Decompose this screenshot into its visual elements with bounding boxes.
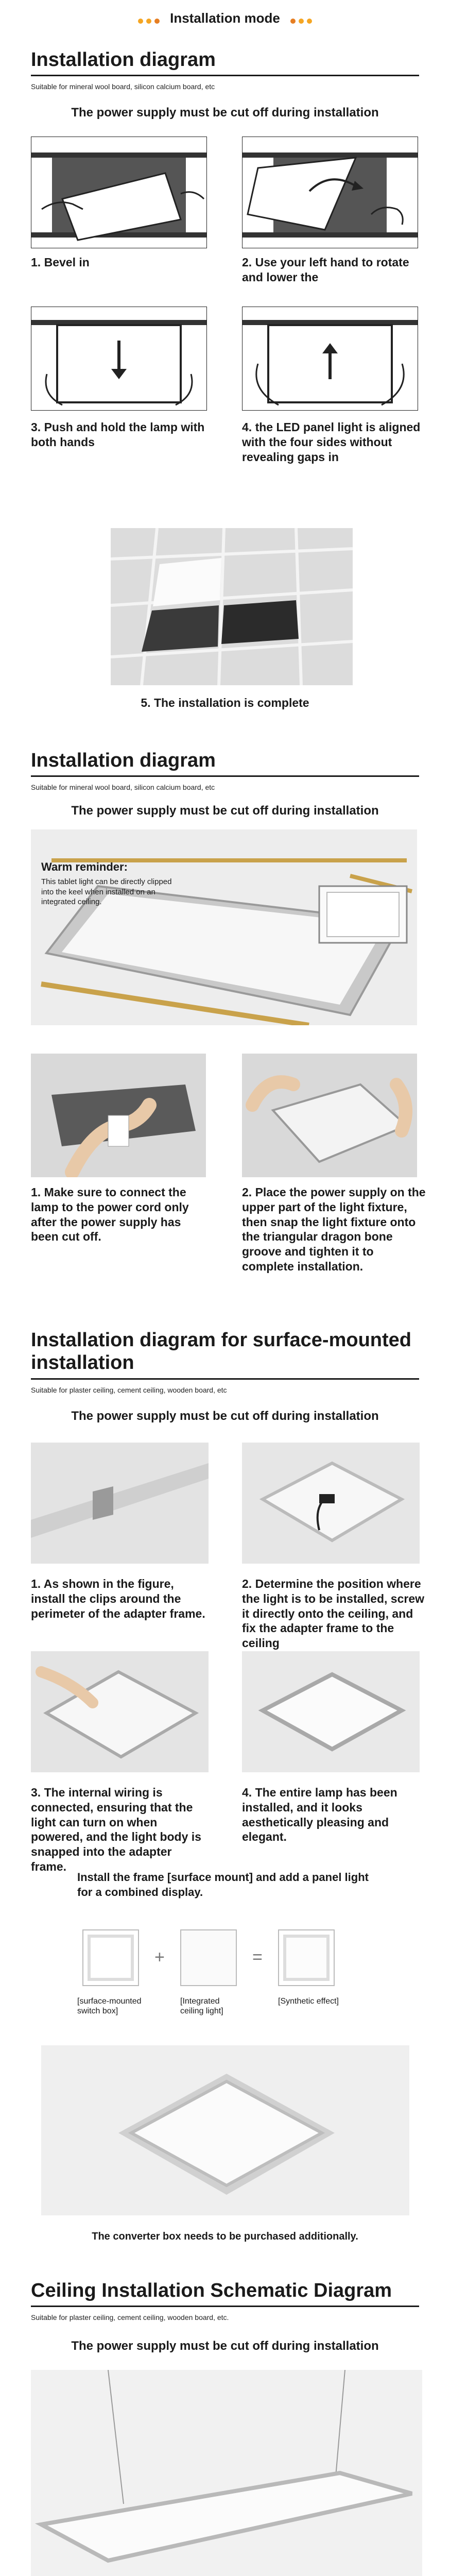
wiring-illustration <box>31 1651 209 1772</box>
combo-label-switch-box: [surface-mounted switch box] <box>77 1997 142 2016</box>
dots-left <box>136 11 161 27</box>
step2-illustration <box>243 137 418 248</box>
converter-note: The converter box needs to be purchased additionally. <box>92 2231 358 2242</box>
sec3-step1-text: As shown in the figure, install the clips around the perimeter of the adapter frame. <box>31 1577 205 1620</box>
sec3-step4-num: 4. <box>242 1786 252 1799</box>
step5-caption: 5. The installation is complete <box>141 696 309 709</box>
combo-ceiling-light-image <box>180 1929 237 1986</box>
section3-subtitle: Suitable for plaster ceiling, cement ceiling, wooden board, etc <box>31 1386 227 1394</box>
keel-panel-illustration <box>31 829 417 1025</box>
step2-caption <box>242 255 427 285</box>
pendant-photo <box>31 2370 422 2576</box>
step1-text: Bevel in <box>44 256 90 269</box>
power-cord-illustration <box>31 1054 206 1177</box>
step3-num: 3. <box>31 420 41 434</box>
step1-image <box>31 137 207 248</box>
section1-subtitle: Suitable for mineral wool board, silicon calcium board, etc <box>31 82 215 91</box>
combo-switch-box-image <box>82 1929 139 1986</box>
dot <box>146 19 151 24</box>
combo-intro: Install the frame [surface mount] and add a panel light for a combined display. <box>77 1871 369 1899</box>
ceiling-grid-photo <box>111 528 353 685</box>
step4-caption <box>242 420 427 464</box>
section3-divider <box>31 1378 419 1380</box>
section2-title: Installation diagram <box>31 750 216 771</box>
sec3-step2-caption <box>242 1577 427 1651</box>
combo-plus: + <box>154 1947 165 1967</box>
step3-text: Push and hold the lamp with both hands <box>31 420 205 449</box>
section4-title: Ceiling Installation Schematic Diagram <box>31 2280 392 2301</box>
clip-frame-illustration <box>31 1443 209 1564</box>
sec2-step1-caption <box>31 1185 206 1244</box>
sec2-step1-text: Make sure to connect the lamp to the power cord only after the power supply has been cut off. <box>31 1185 189 1244</box>
adapter-frame-illustration <box>242 1443 420 1564</box>
sec2-step1-photo <box>31 1054 206 1177</box>
pendant-light-illustration <box>31 2370 422 2576</box>
section2-subtitle: Suitable for mineral wool board, silicon calcium board, etc <box>31 783 215 791</box>
warm-reminder <box>41 860 175 907</box>
section2-power-warning: The power supply must be cut off during installation <box>71 804 379 818</box>
sec3-step4-caption <box>242 1785 427 1844</box>
sec2-step2-caption <box>242 1185 427 1274</box>
sec3-step2-text: Determine the position where the light is to be installed, screw it directly onto the ceiling, and fix the adapter frame to the ceiling <box>242 1577 425 1650</box>
step1-caption <box>31 255 206 270</box>
sec2-step2-photo <box>242 1054 417 1177</box>
dot <box>299 19 304 24</box>
combo-label-synthetic: [Synthetic effect] <box>278 1997 339 2006</box>
keel-install-photo <box>31 829 417 1025</box>
step3-caption <box>31 420 206 450</box>
step4-num: 4. <box>242 420 252 434</box>
step3-image <box>31 307 207 411</box>
mode-header <box>0 10 450 27</box>
sec3-step1-photo <box>31 1443 209 1564</box>
warm-reminder-text: This tablet light can be directly clipped into the keel when installed on an integrated ceiling. <box>41 877 172 906</box>
section3-title: Installation diagram for surface-mounted installation <box>31 1329 411 1374</box>
sec2-step2-num: 2. <box>242 1185 252 1199</box>
sec3-step2-photo <box>242 1443 420 1564</box>
step2-num: 2. <box>242 256 252 269</box>
section1-title: Installation diagram <box>31 49 216 71</box>
step2-image <box>242 137 418 248</box>
combo-label-ceiling-light: [Integrated ceiling light] <box>180 1997 223 2016</box>
finished-lamp-illustration <box>242 1651 420 1772</box>
section1-divider <box>31 75 419 76</box>
dots-right <box>289 11 314 27</box>
sec3-step1-num: 1. <box>31 1577 41 1590</box>
dot <box>290 19 296 24</box>
dot <box>307 19 312 24</box>
step4-illustration <box>243 307 418 410</box>
surface-mount-illustration <box>41 2045 409 2215</box>
section4-subtitle: Suitable for plaster ceiling, cement ceiling, wooden board, etc. <box>31 2313 229 2321</box>
sec3-step3-photo <box>31 1651 209 1772</box>
sec3-step3-caption <box>31 1785 209 1874</box>
step4-image <box>242 307 418 411</box>
step5-photo <box>111 528 353 685</box>
warm-reminder-title: Warm reminder: <box>41 860 128 873</box>
section4-divider <box>31 2306 419 2307</box>
section4-power-warning: The power supply must be cut off during installation <box>71 2339 379 2353</box>
step4-text: the LED panel light is aligned with the four sides without revealing gaps in <box>242 420 421 464</box>
combo-synthetic-image <box>278 1929 335 1986</box>
step3-illustration <box>31 307 206 410</box>
sec3-step3-num: 3. <box>31 1786 41 1799</box>
step2-text: Use your left hand to rotate and lower the <box>242 256 409 284</box>
sec2-step2-text: Place the power supply on the upper part of the light fixture, then snap the light fixture onto the triangular dragon bone groove and tighten it to complete installation. <box>242 1185 426 1273</box>
dot <box>138 19 143 24</box>
section1-power-warning: The power supply must be cut off during installation <box>71 106 379 120</box>
step1-num: 1. <box>31 256 41 269</box>
section3-power-warning: The power supply must be cut off during installation <box>71 1409 379 1423</box>
step1-illustration <box>31 137 206 248</box>
sec2-step1-num: 1. <box>31 1185 41 1199</box>
snap-panel-illustration <box>242 1054 417 1177</box>
sec3-step4-photo <box>242 1651 420 1772</box>
sec3-step4-text: The entire lamp has been installed, and it looks aesthetically pleasing and elegant. <box>242 1786 397 1844</box>
section2-divider <box>31 775 419 777</box>
sec3-step1-caption <box>31 1577 209 1621</box>
dot <box>154 19 160 24</box>
sec3-step3-text: The internal wiring is connected, ensuring that the light can turn on when powered, and the light body is snapped into the adapter frame. <box>31 1786 201 1873</box>
sec3-step2-num: 2. <box>242 1577 252 1590</box>
combo-equals: = <box>252 1947 263 1967</box>
surface-mount-photo <box>41 2045 409 2215</box>
mode-title: Installation mode <box>170 10 280 26</box>
